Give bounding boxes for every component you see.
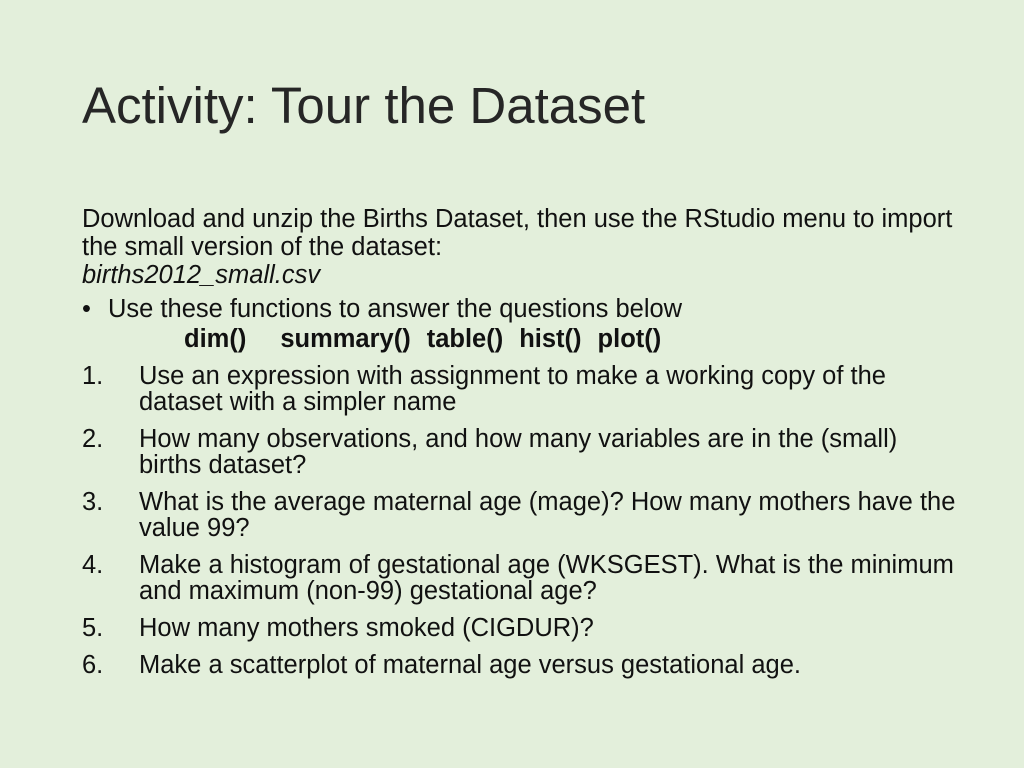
function-list [184,325,962,353]
function-summary: summary() [280,325,411,353]
question-text: Make a histogram of gestational age (WKSGEST). What is the minimum and maximum (non-99) gestational age? [139,551,954,605]
bullet-marker: • [82,295,91,323]
function-hist: hist() [519,325,582,353]
slide-title: Activity: Tour the Dataset [82,77,646,134]
question-list [82,363,962,678]
question-number: 6. [82,651,104,679]
question-number: 3. [82,488,104,516]
question-item [82,552,962,604]
question-text: What is the average maternal age (mage)? How many mothers have the value 99? [139,488,956,542]
dataset-filename: births2012_small.csv [82,261,321,289]
question-number: 1. [82,362,104,390]
slide-body [82,205,962,689]
intro-paragraph [82,205,962,289]
intro-text: Download and unzip the Births Dataset, then use the RStudio menu to import the small version of the dataset: [82,205,953,261]
question-text: Use an expression with assignment to make a working copy of the dataset with a simpler name [139,362,886,416]
function-table: table() [426,325,504,353]
question-text: Make a scatterplot of maternal age versus gestational age. [139,651,801,679]
question-item [82,489,962,541]
question-text: How many mothers smoked (CIGDUR)? [139,614,594,642]
question-item [82,615,962,641]
question-item [82,426,962,478]
bullet-item [82,295,962,323]
question-number: 5. [82,614,104,642]
question-number: 4. [82,551,104,579]
bullet-text: Use these functions to answer the questions below [108,295,683,323]
question-item [82,652,962,678]
function-dim: dim() [184,325,247,353]
question-text: How many observations, and how many variables are in the (small) births dataset? [139,425,898,479]
question-number: 2. [82,425,104,453]
function-plot: plot() [597,325,662,353]
question-item [82,363,962,415]
